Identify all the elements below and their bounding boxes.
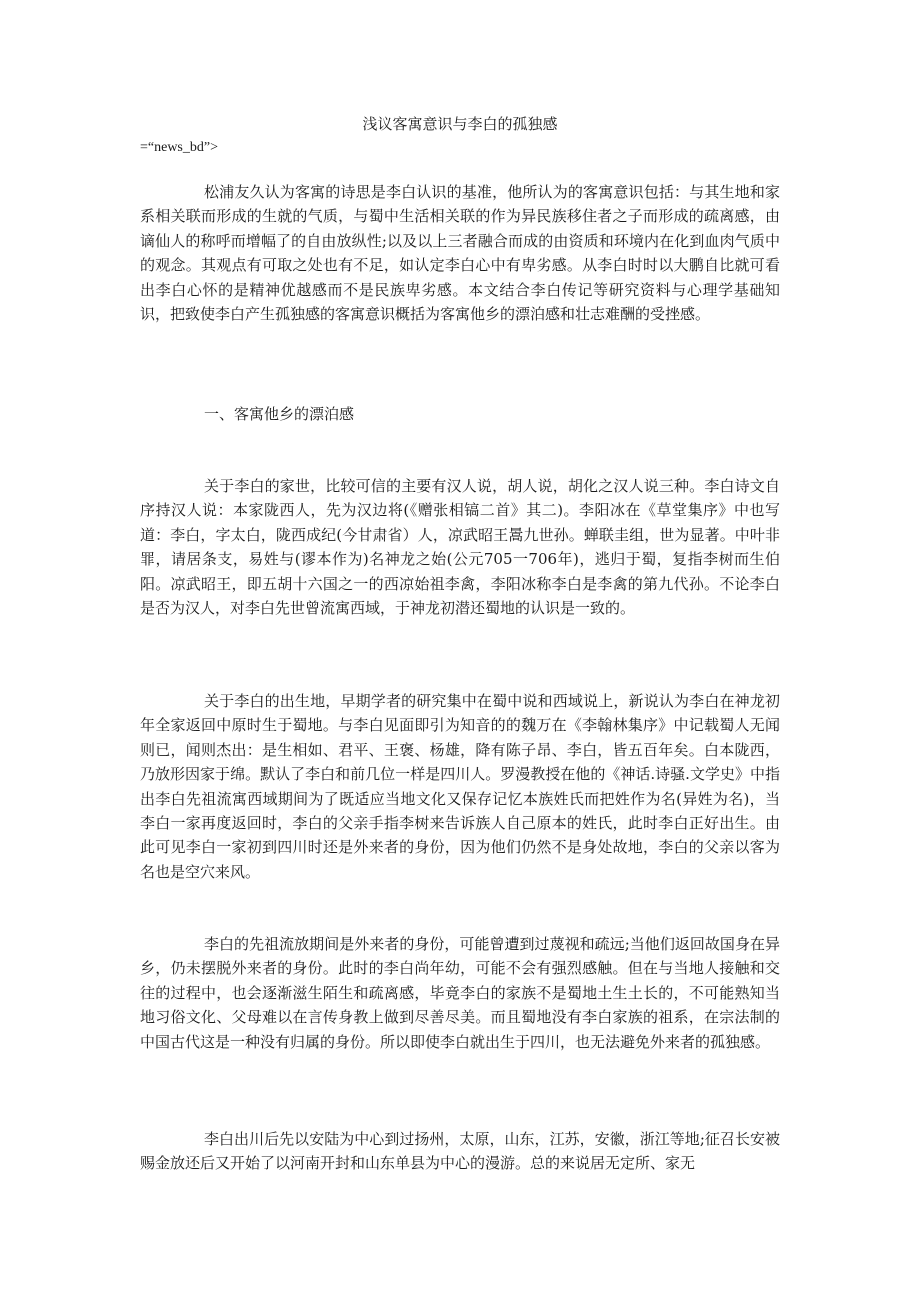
- body-paragraph-birthplace: 关于李白的出生地，早期学者的研究集中在蜀中说和西域说上，新说认为李白在神龙初年全家返回中原时生于蜀地。与李白见面即引为知音的的魏万在《李翰林集序》中记载蜀人无闻则已，闻则杰出：是生相如、君平、王褒、杨雄，降有陈子昂、李白，皆五百年矣。白本陇西，乃放形因家于绵。默认了李白和前几位一样是四川人。罗漫教授在他的《神话.诗骚.文学史》中指出李白先祖流寓西域期间为了既适应当地文化又保存记忆本族姓氏而把姓作为名(异姓为名)，当李白一家再度返回时，李白的父亲手指李树来告诉族人自己原本的姓氏，此时李白正好出生。由此可见李白一家初到四川时还是外来者的身份，因为他们仍然不是身处故地，李白的父亲以客为名也是空穴来风。: [140, 692, 780, 881]
- intro-paragraph: 松浦友久认为客寓的诗思是李白认识的基准，他所认为的客寓意识包括：与其生地和家系相关联而形成的生就的气质，与蜀中生活相关联的作为异民族移住者之子而形成的疏离感，由谪仙人的称呼而增幅了的自由放纵性;以及以上三者融合而成的由资质和环境内在化到血肉气质中的观念。其观点有可取之处也有不足，如认定李白心中有卑劣感。从李白时时以大鹏自比就可看出李白心怀的是精神优越感而不是民族卑劣感。本文结合李白传记等研究资料与心理学基础知识，把致使李白产生孤独感的客寓意识概括为客寓他乡的漂泊感和壮志难酬的受挫感。: [140, 183, 780, 324]
- body-paragraph-family: 关于李白的家世，比较可信的主要有汉人说，胡人说，胡化之汉人说三种。李白诗文自序持汉人说：本家陇西人，先为汉边将(《赠张相镐二首》其二)。李阳冰在《草堂集序》中也写道：李白，字太白，陇西成纪(今甘肃省）人，凉武昭王暠九世孙。蝉联圭组，世为显著。中叶非罪，请居条支，易姓与(谬本作为)名神龙之始(公元705一706年)，逃归于蜀，复指李树而生伯阳。凉武昭王，即五胡十六国之一的西凉始祖李禽，李阳冰称李白是李禽的第九代孙。不论李白是否为汉人，对李白先世曾流寓西域，于神龙初潜还蜀地的认识是一致的。: [140, 477, 780, 618]
- document-title: 浅议客寓意识与李白的孤独感: [362, 115, 558, 133]
- code-fragment-text: =“news_bd”>: [140, 140, 218, 155]
- section-heading: 一、客寓他乡的漂泊感: [204, 405, 355, 423]
- body-paragraph-travels: 李白出川后先以安陆为中心到过扬州，太原，山东，江苏，安徽，浙江等地;征召长安被赐金放还后又开始了以河南开封和山东单县为中心的漫游。总的来说居无定所、家无: [140, 1130, 780, 1173]
- body-paragraph-outsider: 李白的先祖流放期间是外来者的身份，可能曾遭到过蔑视和疏远;当他们返回故国身在异乡，仍未摆脱外来者的身份。此时的李白尚年幼，可能不会有强烈感触。但在与当地人接触和交往的过程中，也会逐渐滋生陌生和疏离感，毕竟李白的家族不是蜀地土生土长的，不可能熟知当地习俗文化、父母难以在言传身教上做到尽善尽美。而且蜀地没有李白家族的祖系，在宗法制的中国古代这是一种没有归属的身份。所以即使李白就出生于四川，也无法避免外来者的孤独感。: [140, 935, 780, 1051]
